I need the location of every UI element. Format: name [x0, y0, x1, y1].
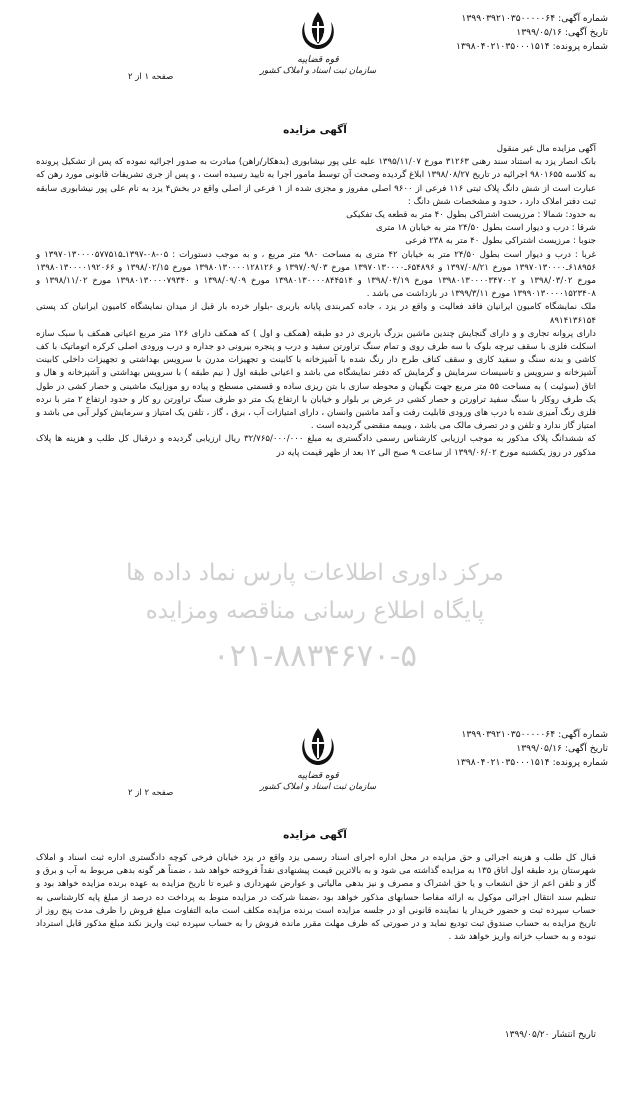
- notice2-meta: [456, 728, 608, 770]
- paragraph: که ششدانگ پلاک مذکور به موجب ارزیابی کارشناس رسمی دادگستری به مبلغ ۳۲/۷۶۵/۰۰۰/۰۰۰ ریال ارزیابی گردیده و درقبال کل طلب و هزینه ها پلاک مذکور در روز یکشنبه مورخ ۱۳۹۹/۰۶/۰۲ از ساعت ۹ صبح الی ۱۲ بعد از ظهر قیمت پایه در: [36, 434, 596, 458]
- case-number: شماره پرونده: ۱۳۹۸۰۴۰۲۱۰۳۵۰۰۰۱۵۱۴: [455, 41, 608, 52]
- scales-emblem-icon: [293, 724, 343, 770]
- page-label: صفحه ۲ از ۲: [128, 788, 174, 798]
- paragraph: آگهی مزایده مال غیر منقول: [496, 144, 596, 154]
- scales-emblem-icon: [293, 8, 343, 54]
- case-number: شماره پرونده: ۱۳۹۸۰۴۰۲۱۰۳۵۰۰۰۱۵۱۴: [455, 757, 608, 768]
- notice-title: آگهی مزایده: [283, 829, 347, 841]
- org-name-judiciary: قوه قضاییه: [297, 771, 339, 781]
- notice-date: تاریخ آگهی: ۱۳۹۹/۰۵/۱۶: [516, 27, 608, 38]
- paragraph: به حدود: شمالا : مرزیست اشتراکی بطول ۴۰ متر به قطعه یک تفکیکی: [346, 210, 596, 221]
- publish-date: تاریخ انتشار ۱۳۹۹/۰۵/۲۰: [504, 1030, 596, 1040]
- notice-number: شماره آگهی: ۱۳۹۹۰۳۹۲۱۰۳۵۰۰۰۰۰۶۴: [461, 13, 608, 24]
- notice2-body: [36, 852, 596, 944]
- paragraph: دارای پروانه تجاری و و دارای گنجایش چندین ماشین بزرگ باربری در دو طبقه (همکف و اول ) که همکف دارای ۱۲۶ متر مربع اعیانی همکف با سبک سازه اسکلت فلزی با سقف تیرچه بلوک با سه طرف روی و تمام سنگ تراورتن سفید و درب و پنجره بیرونی دو جداره و درب ورودی اصلی کرکره اتوماتیک با کف کاشی و بدنه سنگ و سفید کاری و سقف کناف طرح دار رنگ شده با آشپزخانه با کابینت و تجهیزات مدرن با سرویس بهداشتی و تجهیزات داخلی کابینت آشپزخانه و سرویس و تاسیسات سرمایش و گرمایش که دفتر نمایشگاه می باشد و اعیانی طبقه اول ( نیم طبقه ) با سرویس بهداشتی و آشپزخانه و هال و اتاق (سوئیت ) به مساحت ۵۵ متر مربع جهت نگهبان و محوطه سازی با بتن ریزی ساده و قسمتی مسطح و پیاده رو موزاییک ماشینی و حصار کشی در طول یک طرف روکار با سنگ سفید تراورتن و حصار کشی در عرض بر بلوار و خیابان با ارتفاع یک متر دو طرف سنگ تراورتن رو کار و حدود ارتفاع ۲ متر با نرده فلزی رنگ آمیزی شده با درب های ورودی قابلیت رفت و آمد ماشین وانسان ، دارای امتیازات آب ، برق ، گاز ، تلفن یک امتیاز و سرمایش کولر آبی می باشد و امتیاز گاز ندارد و تلفن و در تصرف مالک می باشد ، وبیمه منقضی گردیده است .: [36, 328, 596, 432]
- paragraph: جنوبا : مرزیست اشتراکی بطول ۴۰ متر به ۲۳۸ فرعی: [405, 236, 596, 247]
- judiciary-emblem: [258, 724, 378, 792]
- org-name-judiciary: قوه قضاییه: [297, 55, 339, 65]
- judiciary-emblem: [258, 8, 378, 76]
- org-name-registration: سازمان ثبت اسناد و املاک کشور: [259, 782, 377, 792]
- paragraph: بانک انصار یزد به استناد سند رهنی ۳۱۲۶۳ مورخ ۱۳۹۵/۱۱/۰۷ علیه علی پور نیشابوری (بدهکار/راهن) مبادرت به صدور اجرائیه نموده که پس از تشکیل پرونده به کلاسه ۹۸۰۱۶۵۵ اجرائیه در تاریخ ۱۳۹۸/۰۸/۲۷ ابلاغ گردیده وصحت آن توسط مامور اجرا به تایید رسیده است ، و پس از جری تشریفات قانونی مورد رهن که عبارت است از شش دانگ پلاک ثبتی ۱۱۶ فرعی از ۹۶۰۰ اصلی مفروز و مجزی شده از ۱ فرعی از اصلی واقع در بخش۴ یزد به نام علی پور نیشابوری سابقه ثبت دفتر املاک دارد ، حدود و مشخصات شش دانگ :: [36, 157, 597, 207]
- notice1-meta: [456, 12, 608, 54]
- paragraph: ملک نمایشگاه کامیون ایرانیان فاقد فعالیت و واقع در یزد ، جاده کمربندی پایانه باربری -بلوار خرده بار قبل از میدان نمایشگاه کامیون ایرانیان کد پستی ۸۹۱۴۱۳۶۱۵۴: [36, 302, 596, 326]
- paragraph: شرقا : درب و دیوار است بطول ۲۴/۵۰ متر به خیابان ۱۸ متری: [376, 223, 596, 234]
- paragraph: قبال کل طلب و هزینه اجرائی و حق مزایده در محل اداره اجرای اسناد رسمی یزد واقع در یزد خیابان فرخی کوچه دادگستری اداره ثبت اسناد و املاک شهرستان یزد طبقه اول اتاق ۱۳۵ به مزایده گذاشته می شود و به بالاترین قیمت پیشنهادی نقداً فروخته خواهد شد ، ضمناً هر گونه بدهی مربوط به آب و برق و گاز و تلفن اعم از حق انشعاب و یا حق اشتراک و مصرف و نیز بدهی مالیاتی و عوارض شهرداری و غیره تا تاریخ مزایده به عهده برنده مزایده خواهد بود و تنظیم سند انتقال اجرائی موکول به ارائه مفاصا حسابهای مذکور خواهد بود ،ضمنا شرکت در مزایده منوط به پرداخت ده درصد از مبلغ پایه کارشناسی به حساب سپرده ثبت و حضور خریدار یا نماینده قانونی او در جلسه مزایده است برنده مزایده مکلف است مابه التفاوت مبلغ فروش را ظرف مدت پنج روز از تاریخ مزایده به حساب صندوق ثبت تودیع نماید و در صورتی که ظرف مهلت مقرر مانده فروش را به حساب سپرده ثبت واریز نکند مبلغ مذکور قابل استرداد نبوده و به حساب خزانه واریز خواهد شد .: [36, 853, 596, 943]
- notice-number: شماره آگهی: ۱۳۹۹۰۳۹۲۱۰۳۵۰۰۰۰۰۶۴: [461, 729, 608, 740]
- watermark-line: مرکز داوری اطلاعات پارس نماد داده ها: [126, 560, 504, 586]
- notice-title: آگهی مزایده: [283, 124, 347, 136]
- watermark-phone: ۰۲۱-۸۸۳۴۶۷۰-۵: [212, 638, 418, 674]
- org-name-registration: سازمان ثبت اسناد و املاک کشور: [259, 66, 377, 76]
- notice-date: تاریخ آگهی: ۱۳۹۹/۰۵/۱۶: [516, 743, 608, 754]
- paragraph: غربا : درب و دیوار است بطول ۲۴/۵۰ متر به خیابان ۴۲ متری به مساحت ۹۸۰ متر مربع ، و به موجب دستورات : ۰۵-۰۸-۱۳۹۷ـ۱۳۹۷۰۱۳۰۰۰۰۵۷۷۵۱۵ و ۶۱۸۹۵۶ـ۱۳۹۷۰۱۳۰۰۰۰ مورخ ۱۳۹۷/۰۸/۲۱ و ۶۵۴۸۹۶ـ۱۳۹۷۰۱۳۰۰۰۰ مورخ ۱۳۹۷/۰۹/۰۳ و ۱۳۹۸۰۱۳۰۰۰۰۱۲۸۱۲۶ مورخ ۱۳۹۸/۰۲/۱۵ و ۱۳۹۸۰۱۳۰۰۰۰۱۹۲۰۶۶ مورخ ۱۳۹۸/۰۳/۰۲ و ۱۳۹۸۰۱۳۰۰۰۰۳۴۷۰۰۲ مورخ ۱۳۹۸/۰۴/۱۹ و ۱۳۹۸۰۱۳۰۰۰۰۸۴۴۵۱۴ مورخ ۱۳۹۸/۰۹/۰۹ و ۱۳۹۸۰۱۳۰۰۰۰۷۹۳۴۰ مورخ ۱۳۹۸/۱۱/۰۲ و ۱۳۹۹۰۱۳۰۰۰۰۱۵۲۳۴۰۸ مورخ ۱۳۹۹/۳/۱۱ در بازداشت می باشد .: [36, 249, 596, 300]
- page-label: صفحه ۱ از ۲: [128, 72, 174, 82]
- notice1-body: [36, 143, 596, 460]
- watermark-line: پایگاه اطلاع رسانی مناقصه ومزایده: [145, 598, 485, 624]
